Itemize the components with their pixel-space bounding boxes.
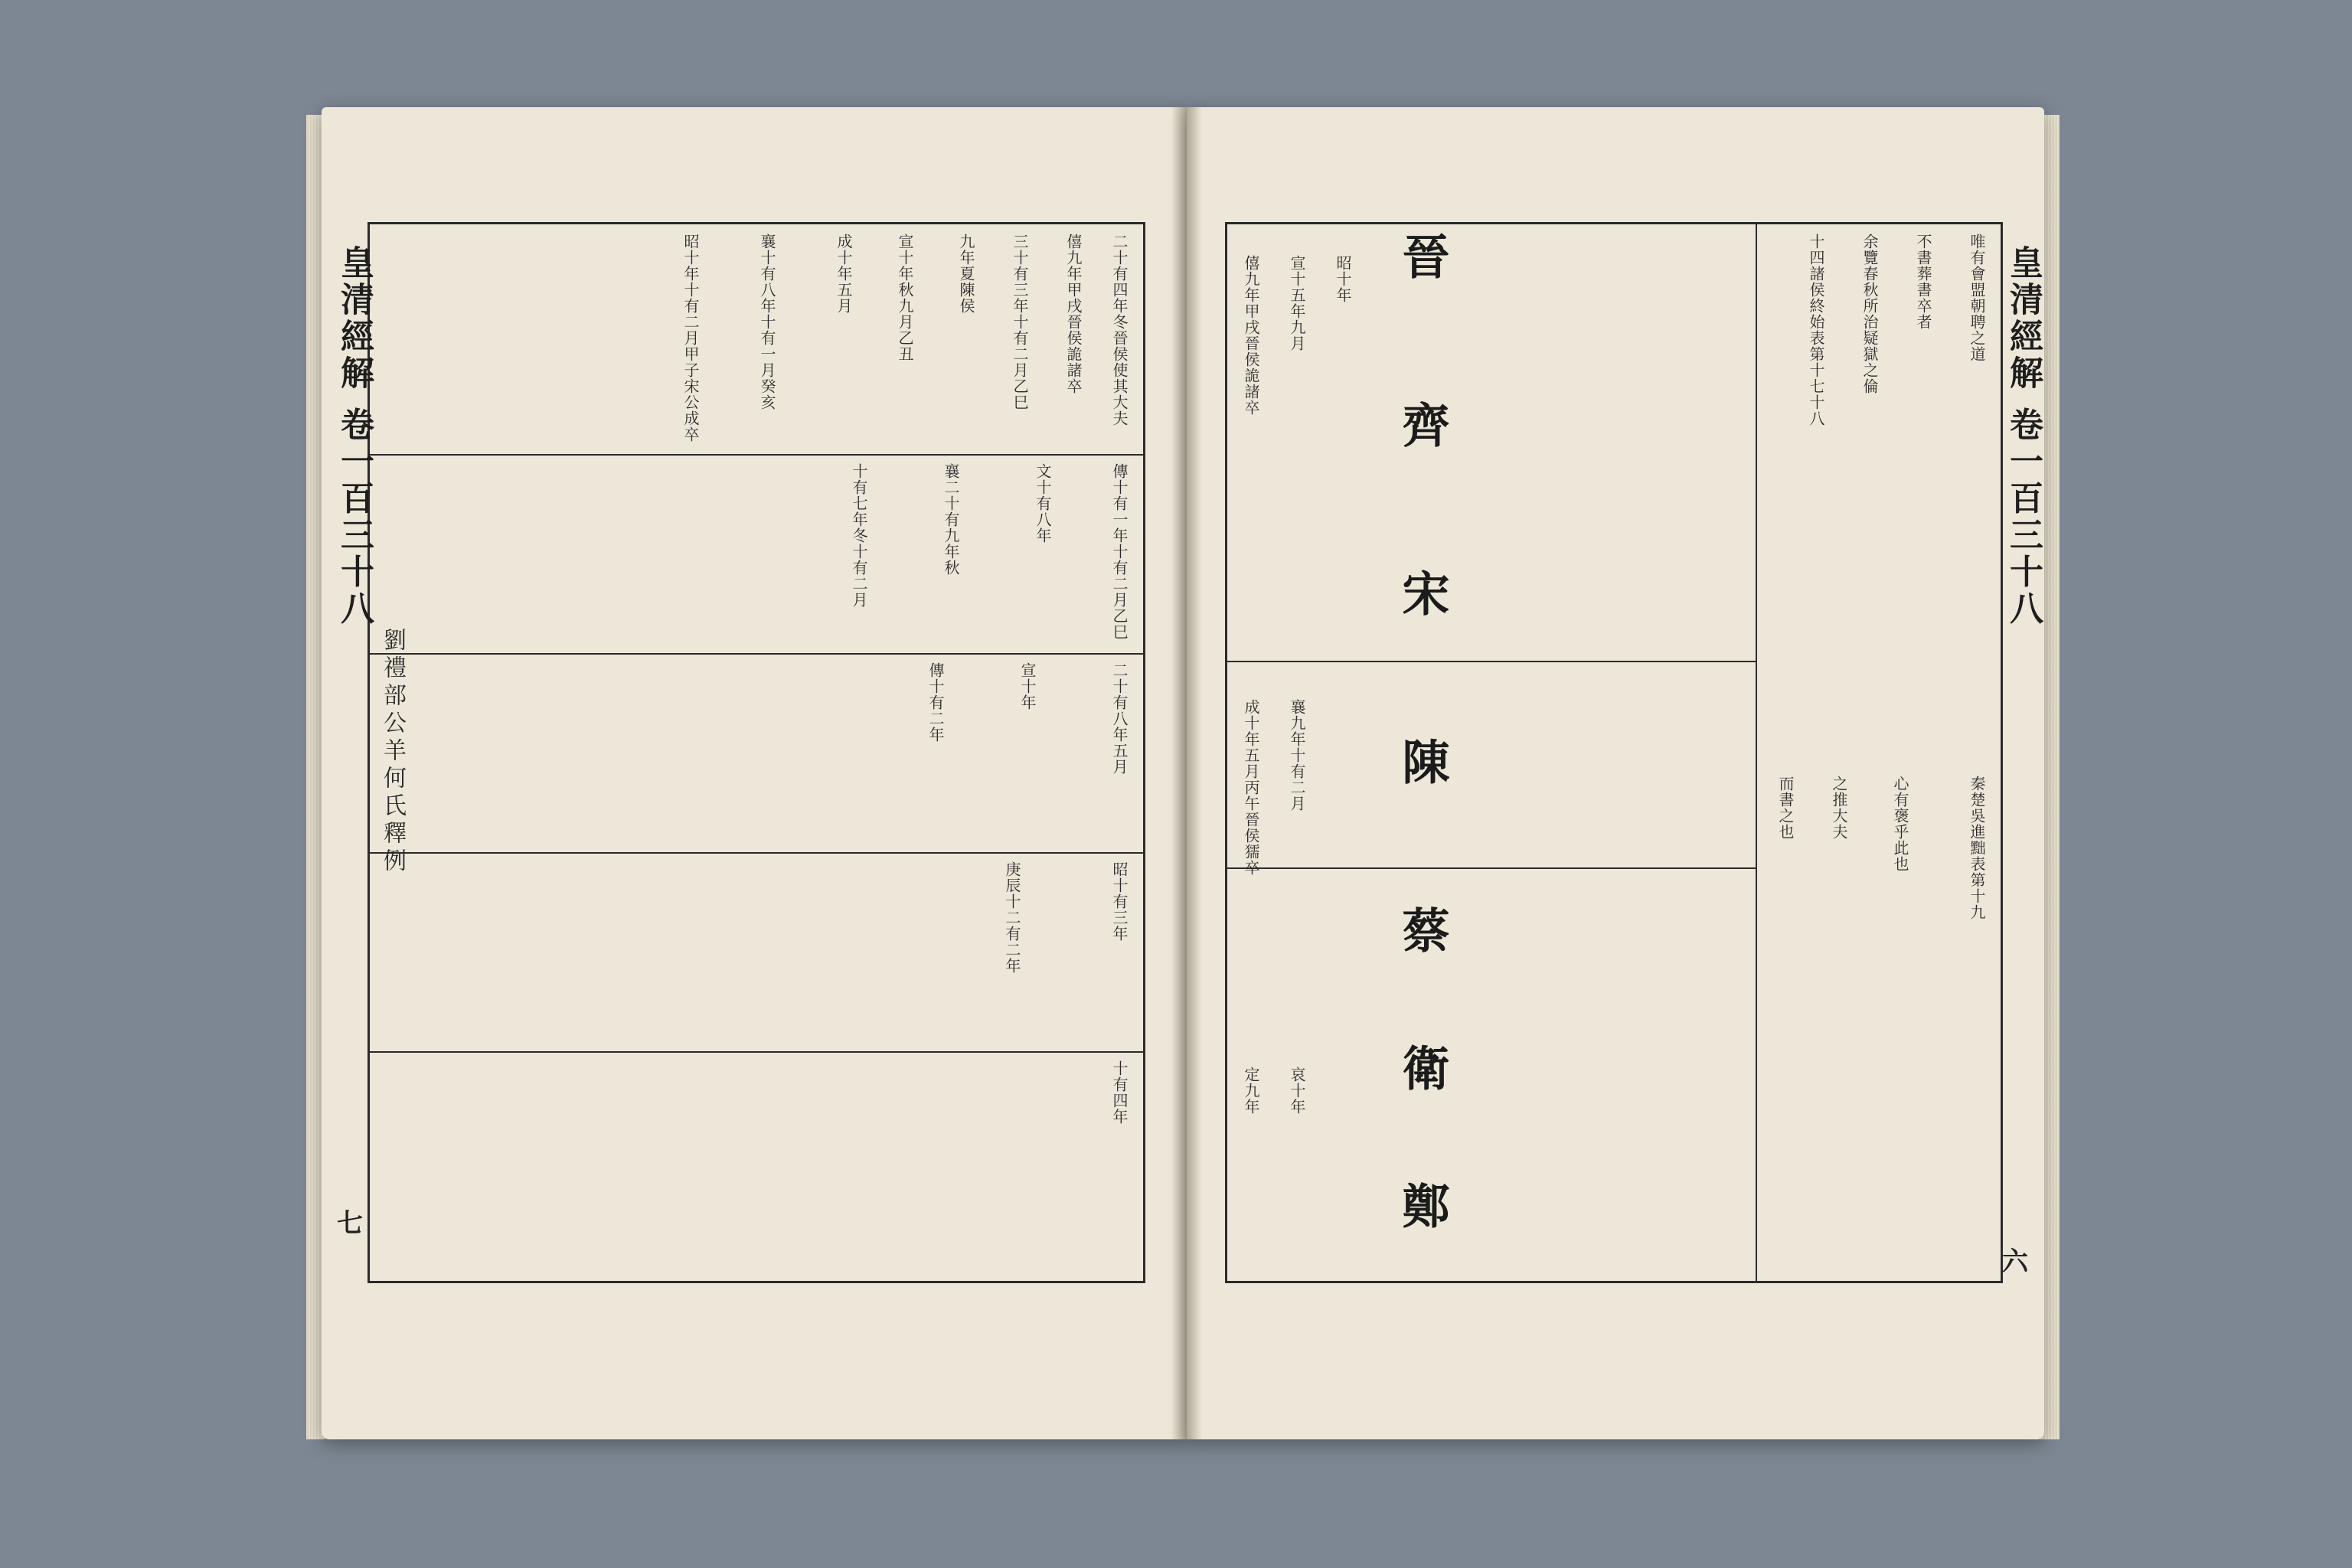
right-row-rule: [1227, 867, 1756, 869]
left-col: 昭十有三年: [1110, 861, 1129, 942]
left-col: 十有四年: [1110, 1060, 1129, 1125]
left-col: 傳十有二年: [926, 662, 945, 743]
left-col: 襄十有八年十有一月癸亥: [758, 234, 776, 410]
right-col: 而書之也: [1776, 776, 1795, 840]
left-col: 庚辰十二有二年: [1003, 861, 1021, 974]
right-folio: 六: [2002, 1246, 2028, 1277]
left-col: 九年夏陳侯: [957, 234, 975, 314]
section-heading-wei: 衛: [1394, 1044, 1450, 1091]
right-col: 十四諸侯終始表第十七十八: [1807, 234, 1825, 426]
section-heading-qi: 齊: [1394, 400, 1450, 448]
left-col: 十有七年冬十有二月: [850, 463, 868, 608]
right-col: 宣十五年九月: [1288, 255, 1306, 351]
left-col: 文十有八年: [1034, 463, 1052, 544]
section-heading-zheng: 鄭: [1394, 1181, 1450, 1229]
right-margin-title: 皇清經解 卷一百三十八: [2004, 245, 2043, 628]
book-gutter: [1171, 107, 1202, 1439]
section-heading-song: 宋: [1394, 569, 1450, 616]
left-col: 昭十年十有二月甲子宋公成卒: [681, 234, 700, 443]
left-text-frame: [368, 222, 1145, 1283]
left-col: 三十有三年十有二月乙巳: [1011, 234, 1029, 410]
section-heading-jin: 晉: [1394, 232, 1450, 279]
right-col: 定九年: [1242, 1067, 1260, 1115]
left-col: 宣十年秋九月乙丑: [896, 234, 914, 362]
left-col: 成十年五月: [835, 234, 853, 314]
right-col: 心有褒乎此也: [1891, 776, 1909, 872]
left-col: 宣十年: [1018, 662, 1037, 710]
right-col: 唯有會盟朝聘之道: [1968, 234, 1986, 362]
left-col: 傳十有一年十有二月乙巳: [1110, 463, 1129, 640]
left-row-rule: [370, 1051, 1143, 1053]
left-col: 二十有八年五月: [1110, 662, 1129, 775]
right-row-rule: [1227, 661, 1756, 662]
right-col: 之推大夫: [1830, 776, 1848, 840]
left-folio: 七: [337, 1208, 363, 1239]
right-column-divider: [1756, 224, 1757, 1281]
left-col: 襄二十有九年秋: [942, 463, 960, 576]
left-row-rule: [370, 852, 1143, 854]
right-col: 秦楚吳進黜表第十九: [1968, 776, 1986, 920]
left-row-rule: [370, 653, 1143, 655]
left-col: 僖九年甲戌晉侯詭諸卒: [1064, 234, 1083, 394]
section-heading-chen: 陳: [1394, 737, 1450, 785]
right-text-frame: [1225, 222, 2003, 1283]
right-col: 僖九年甲戌晉侯詭諸卒: [1242, 255, 1260, 416]
right-col: 哀十年: [1288, 1067, 1306, 1115]
right-col: 不書葬書卒者: [1914, 234, 1932, 330]
right-col: 昭十年: [1334, 255, 1352, 303]
right-col: 成十年五月丙午晉侯獳卒: [1242, 699, 1260, 876]
right-col: 余覽春秋所治疑獄之倫: [1860, 234, 1879, 394]
section-heading-cai: 蔡: [1394, 906, 1450, 953]
credit-line: 劉禮部公羊何氏釋例: [379, 628, 406, 876]
right-col: 襄九年十有二月: [1288, 699, 1306, 812]
left-margin-title: 皇清經解 卷一百三十八: [335, 245, 374, 628]
left-col: 二十有四年冬晉侯使其大夫: [1110, 234, 1129, 426]
left-row-rule: [370, 454, 1143, 456]
